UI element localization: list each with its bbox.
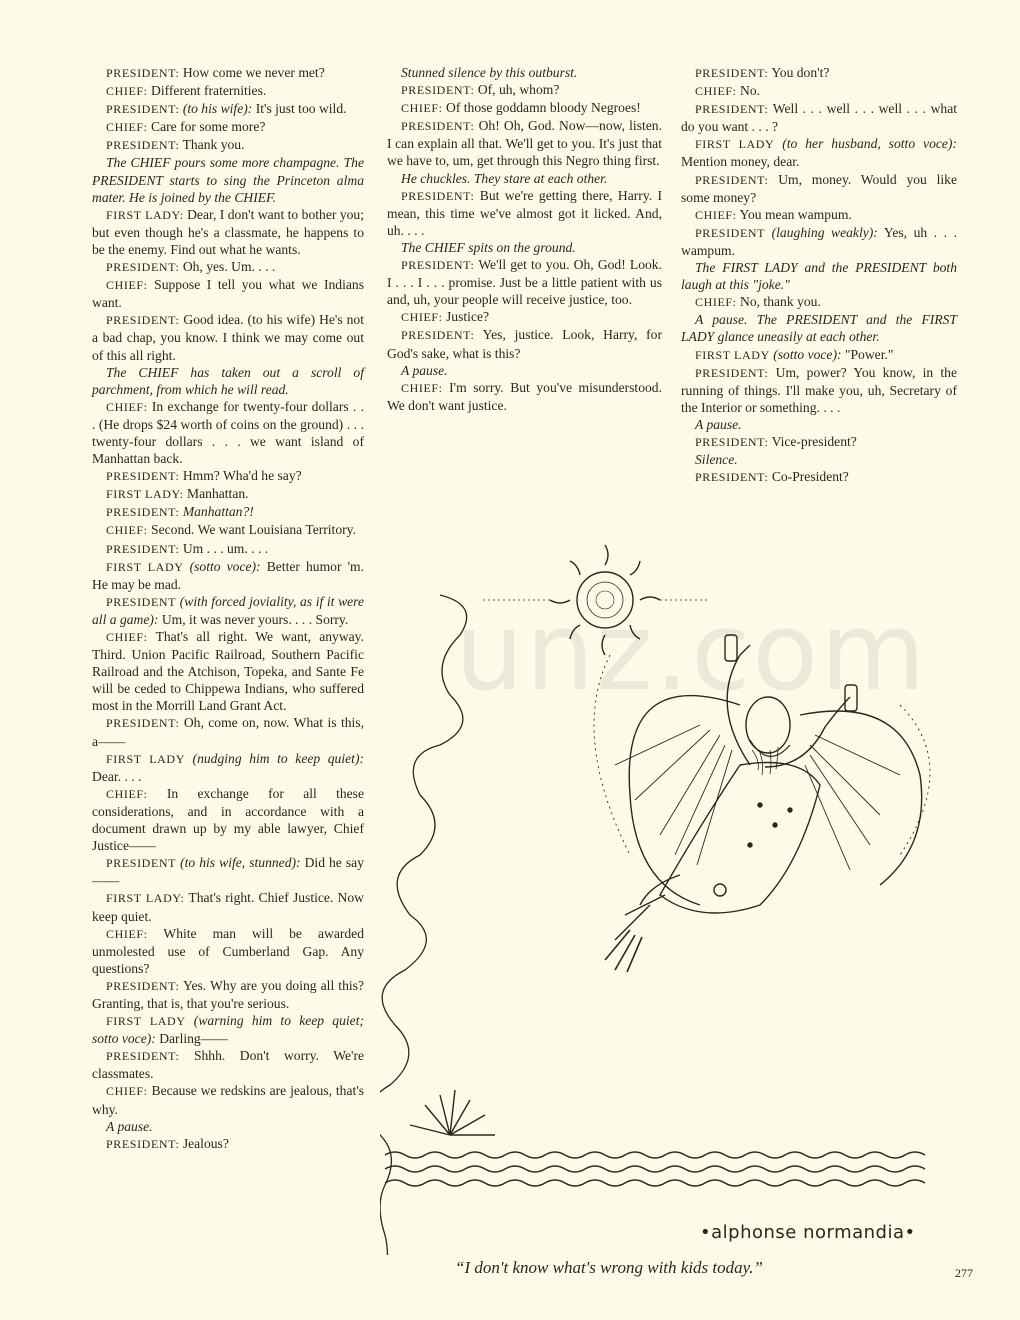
dialogue-line	[92, 977, 364, 1012]
dialogue-line	[92, 558, 364, 593]
dialogue-line	[92, 1012, 364, 1047]
line-text: Dear, I don't want to bother you; but even though he's a classmate, he happens to be the enemy. Find out what he wants.	[92, 206, 364, 257]
aside-text: (sotto voce):	[773, 346, 842, 362]
line-text: Oh, yes. Um. . . .	[182, 259, 276, 275]
dialogue-line	[387, 256, 662, 308]
speaker-name: PRESIDENT	[106, 856, 177, 871]
speaker-name: CHIEF:	[106, 926, 148, 941]
speaker-name: PRESIDENT:	[106, 716, 180, 731]
stage-direction-text: A pause.	[401, 362, 448, 378]
speaker-name: PRESIDENT:	[106, 1049, 180, 1064]
dialogue-line	[92, 1082, 364, 1117]
line-text: Um, it was never yours. . . . Sorry.	[161, 611, 349, 627]
stage-direction	[681, 416, 957, 433]
stage-direction-text: A pause.	[695, 416, 742, 432]
dialogue-line	[92, 593, 364, 628]
speaker-name: CHIEF:	[106, 523, 148, 538]
speaker-name: PRESIDENT:	[695, 102, 769, 117]
dialogue-line	[387, 99, 662, 117]
stage-direction-text: The CHIEF pours some more champagne. The PRESIDENT starts to sing the Princeton alma mater. He is joined by the CHIEF.	[92, 155, 364, 205]
line-text: No, thank you.	[740, 294, 821, 310]
speaker-name: PRESIDENT	[106, 594, 177, 609]
line-text: Vice-president?	[771, 433, 857, 449]
speaker-name: CHIEF:	[695, 84, 737, 99]
speaker-name: FIRST LADY	[106, 559, 184, 574]
dialogue-line	[681, 64, 957, 82]
dialogue-column-2	[387, 64, 662, 414]
dialogue-line	[92, 467, 364, 485]
dialogue-line	[92, 1135, 364, 1153]
line-text: Mention money, dear.	[681, 154, 800, 170]
aside-text: (laughing weakly):	[771, 224, 878, 240]
speaker-name: CHIEF:	[106, 1084, 148, 1099]
speaker-name: PRESIDENT:	[106, 978, 180, 993]
speaker-name: PRESIDENT:	[401, 188, 475, 203]
speaker-name: CHIEF:	[401, 380, 443, 395]
line-text: You mean wampum.	[739, 206, 852, 222]
speaker-name: FIRST LADY:	[106, 487, 184, 502]
aside-text: (to his wife):	[182, 101, 253, 117]
dialogue-line	[681, 206, 957, 224]
line-text: Second. We want Louisiana Territory.	[151, 522, 356, 538]
dialogue-line	[92, 521, 364, 539]
dialogue-line	[92, 628, 364, 714]
stage-direction-text: A pause.	[106, 1118, 153, 1134]
line-text: Well . . . well . . . well . . . what do you want . . . ?	[681, 101, 958, 135]
aside-text: (warning him to keep quiet; sotto voce):	[92, 1013, 364, 1047]
speaker-name: CHIEF:	[106, 399, 148, 414]
line-text: Better humor 'm. He may be mad.	[92, 558, 364, 592]
speaker-name: PRESIDENT:	[106, 313, 180, 328]
speaker-name: CHIEF:	[106, 278, 148, 293]
dialogue-line	[92, 540, 364, 558]
line-text: Um, power? You know, in the running of things. I'll make you, uh, Secretary of the Interior or something. . . .	[681, 364, 958, 415]
stage-direction	[387, 239, 662, 256]
speaker-name: FIRST LADY	[695, 347, 770, 362]
dialogue-line	[681, 468, 957, 486]
line-text: Um, money. Would you like some money?	[681, 171, 957, 205]
speaker-name: PRESIDENT:	[106, 505, 180, 520]
dialogue-line	[387, 379, 662, 414]
line-text: Of, uh, whom?	[477, 82, 560, 98]
line-text: Manhattan.	[187, 486, 249, 502]
dialogue-column-3	[681, 64, 957, 486]
dialogue-line	[92, 136, 364, 154]
stage-direction-text: Stunned silence by this outburst.	[401, 65, 578, 80]
stage-direction-text: The FIRST LADY and the PRESIDENT both laugh at this "joke."	[681, 260, 957, 293]
dialogue-line	[92, 276, 364, 311]
line-text: Different fraternities.	[151, 83, 267, 99]
dialogue-line	[92, 1047, 364, 1082]
speaker-name: FIRST LADY	[695, 137, 775, 152]
speaker-name: CHIEF:	[401, 310, 443, 325]
speaker-name: FIRST LADY:	[106, 891, 185, 906]
dialogue-line	[92, 82, 364, 100]
line-text: In exchange for twenty-four dollars . . . (He drops $24 worth of coins on the ground) . . . twenty-four dollars . . . we want island of Manhattan back.	[92, 398, 364, 467]
speaker-name: CHIEF:	[106, 120, 148, 135]
stage-direction	[92, 364, 364, 398]
speaker-name: PRESIDENT:	[106, 469, 180, 484]
speaker-name: CHIEF:	[401, 101, 443, 116]
line-text: Good idea. (to his wife) He's not a bad chap, you know. I think we may come out of this all right.	[92, 312, 364, 363]
stage-direction-text: A pause. The PRESIDENT and the FIRST LADY glance uneasily at each other.	[681, 312, 957, 345]
watermark: unz.com	[455, 590, 928, 715]
speaker-name: PRESIDENT:	[106, 102, 180, 117]
speaker-name: PRESIDENT:	[695, 365, 769, 380]
dialogue-line	[92, 64, 364, 82]
dialogue-line	[387, 187, 662, 239]
dialogue-line	[681, 135, 957, 170]
speaker-name: PRESIDENT:	[695, 172, 769, 187]
line-text: Of those goddamn bloody Negroes!	[446, 100, 641, 116]
stage-direction	[681, 451, 957, 468]
line-text: Oh, come on, now. What is this, a——	[92, 715, 364, 749]
line-text: Yes, uh . . . wampum.	[681, 224, 957, 258]
dialogue-line	[681, 346, 957, 364]
line-text: Did he say——	[92, 855, 364, 889]
winged-figure	[594, 635, 930, 972]
speaker-name: PRESIDENT:	[695, 470, 769, 485]
speaker-name: PRESIDENT:	[401, 83, 475, 98]
line-text: Shhh. Don't worry. We're classmates.	[92, 1048, 365, 1082]
line-text: We'll get to you. Oh, God! Look. I . . . I . . . promise. Just be a little patient with us and, uh, your people will receive justice, too.	[387, 257, 662, 308]
speaker-name: FIRST LADY	[106, 1014, 186, 1029]
stage-direction	[92, 154, 364, 205]
dialogue-line	[92, 714, 364, 749]
speaker-name: PRESIDENT:	[106, 66, 180, 80]
speaker-name: FIRST LADY:	[106, 207, 184, 222]
line-text: You don't?	[771, 65, 830, 80]
page-number: 277	[955, 1266, 973, 1280]
line-text: That's all right. We want, anyway. Third. Union Pacific Railroad, Southern Pacific Railroad and the Atchison, Topeka, and Sante Fe will be ceded to Chippewa Indians, who suffered most in the Morrill Land Grant Act.	[92, 629, 364, 714]
sun-icon	[480, 545, 710, 655]
line-text: Because we redskins are jealous, that's why.	[92, 1083, 364, 1117]
speaker-name: PRESIDENT:	[695, 66, 769, 80]
speaker-name: PRESIDENT	[695, 225, 766, 240]
aside-text: (with forced joviality, as if it were all a game):	[92, 593, 364, 627]
aside-text: (nudging him to keep quiet):	[192, 750, 364, 766]
dialogue-line	[387, 117, 662, 169]
speaker-name: PRESIDENT:	[106, 138, 180, 153]
speaker-name: CHIEF:	[695, 295, 737, 310]
speaker-name: PRESIDENT:	[401, 119, 475, 134]
line-text: Dear. . . .	[92, 768, 142, 784]
dialogue-line	[92, 398, 364, 467]
dialogue-line	[92, 311, 364, 363]
dialogue-line	[92, 100, 364, 118]
stage-direction-text: He chuckles. They stare at each other.	[401, 170, 608, 186]
speaker-name: PRESIDENT:	[106, 260, 180, 275]
dialogue-line	[92, 925, 364, 977]
water-waves	[385, 1152, 925, 1186]
dialogue-line	[92, 750, 364, 785]
speaker-name: PRESIDENT:	[106, 1136, 180, 1151]
water-splash	[410, 1090, 495, 1135]
stage-direction	[681, 311, 957, 345]
speaker-name: CHIEF:	[106, 786, 148, 801]
dialogue-line	[681, 433, 957, 451]
line-text: Yes. Why are you doing all this? Granting, that is, that you're serious.	[92, 977, 364, 1011]
stage-direction-text: The CHIEF spits on the ground.	[401, 239, 576, 255]
line-text: Co-President?	[771, 469, 849, 485]
aside-text: (to his wife, stunned):	[180, 855, 301, 871]
line-text: White man will be awarded unmolested use of Cumberland Gap. Any questions?	[92, 925, 365, 976]
line-text: Suppose I tell you what we Indians want.	[92, 277, 364, 311]
stage-direction-text: The CHIEF has taken out a scroll of parchment, from which he will read.	[92, 364, 364, 397]
line-text: Justice?	[446, 309, 490, 325]
speaker-name: PRESIDENT:	[401, 258, 475, 273]
line-text: How come we never met?	[182, 65, 325, 80]
speaker-name: PRESIDENT:	[695, 434, 769, 449]
dialogue-line	[92, 854, 364, 889]
dialogue-column-1	[92, 64, 364, 1153]
dialogue-line	[92, 118, 364, 136]
dialogue-line	[681, 293, 957, 311]
line-text: No.	[740, 83, 761, 99]
dialogue-line	[681, 82, 957, 100]
line-text: But we're getting there, Harry. I mean, this time we've almost got it licked. And, uh. . . .	[387, 187, 662, 238]
dialogue-line	[681, 224, 957, 259]
line-text: Um . . . um. . . .	[182, 540, 269, 556]
stage-direction	[387, 170, 662, 187]
cartoon-caption: “I don't know what's wrong with kids today.”	[455, 1258, 763, 1277]
aside-text: Manhattan?!	[182, 504, 254, 520]
stage-direction	[92, 1118, 364, 1135]
dialogue-line	[681, 100, 957, 135]
line-text: Thank you.	[182, 137, 245, 153]
stage-direction	[387, 64, 662, 81]
stage-direction-text: Silence.	[695, 452, 738, 468]
line-text: In exchange for all these considerations, and in accordance with a document drawn up by my able lawyer, Chief Justice——	[92, 785, 364, 854]
line-text: That's right. Chief Justice. Now keep quiet.	[92, 890, 364, 924]
dialogue-line	[92, 206, 364, 258]
dialogue-line	[92, 503, 364, 521]
line-text: Oh! Oh, God. Now—now, listen. I can explain all that. We'll get to you. It's just that we have to, um, get through this Negro thing first.	[387, 118, 662, 169]
artist-signature: •alphonse normandia•	[700, 1222, 916, 1243]
dialogue-line	[92, 258, 364, 276]
stage-direction	[681, 259, 957, 293]
dialogue-line	[92, 785, 364, 854]
speaker-name: CHIEF:	[106, 84, 148, 99]
dialogue-line	[387, 81, 662, 99]
dialogue-line	[681, 364, 957, 416]
line-text: Hmm? Wha'd he say?	[182, 468, 302, 484]
speaker-name: CHIEF:	[695, 207, 737, 222]
dialogue-line	[681, 171, 957, 206]
line-text: Yes, justice. Look, Harry, for God's sake, what is this?	[387, 327, 662, 361]
line-text: It's just too wild.	[255, 101, 347, 117]
cartoon-illustration	[380, 535, 980, 1255]
line-text: Care for some more?	[151, 119, 266, 135]
line-text: Jealous?	[182, 1135, 229, 1151]
line-text: Darling——	[159, 1031, 228, 1047]
dialogue-line	[387, 308, 662, 326]
speaker-name: FIRST LADY	[106, 751, 185, 766]
speaker-name: PRESIDENT:	[401, 328, 475, 343]
aside-text: (to her husband, sotto voce):	[782, 136, 957, 152]
dialogue-line	[92, 485, 364, 503]
stage-direction	[387, 362, 662, 379]
line-text: "Power."	[844, 346, 894, 362]
dialogue-line	[387, 326, 662, 361]
dialogue-line	[92, 889, 364, 924]
speaker-name: CHIEF:	[106, 630, 148, 644]
aside-text: (sotto voce):	[189, 558, 261, 574]
line-text: I'm sorry. But you've misunderstood. We don't want justice.	[387, 379, 662, 413]
speaker-name: PRESIDENT:	[106, 541, 180, 556]
